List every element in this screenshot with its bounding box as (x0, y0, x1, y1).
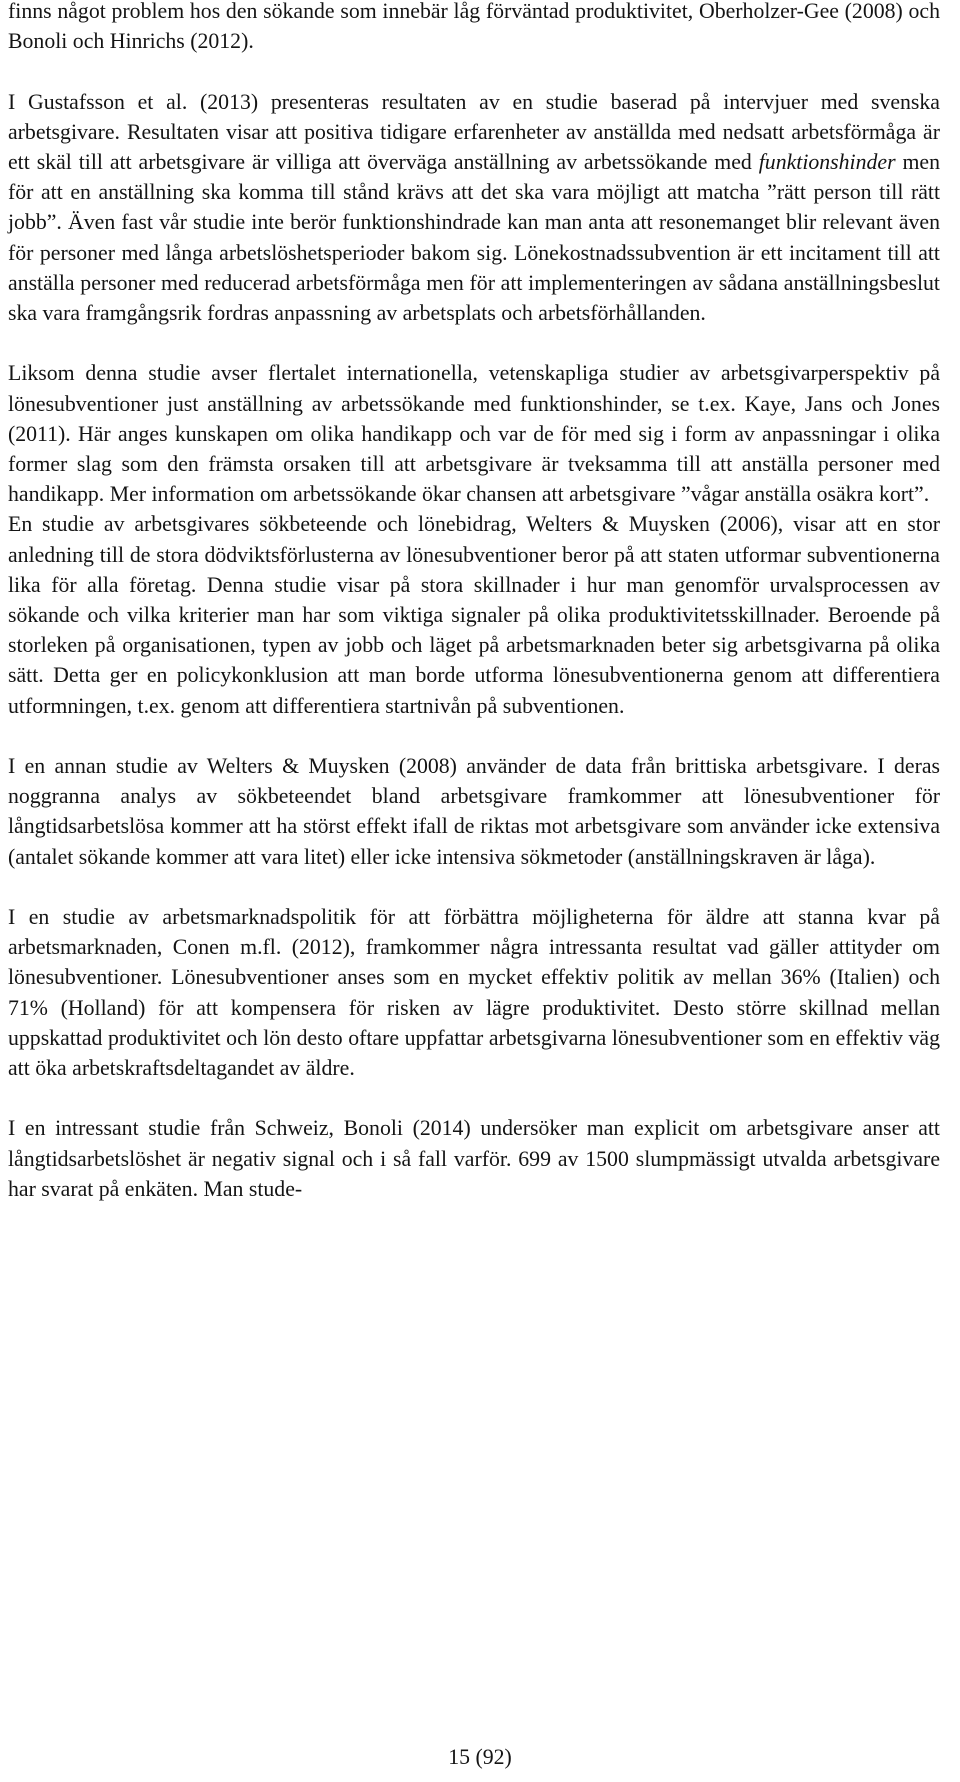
text-segment: finns något problem hos den sökande som innebär låg förväntad produktivitet, Oberholzer-Gee (2008) och Bonoli och Hinrichs (2012). (8, 0, 940, 54)
paragraph-gap (8, 328, 940, 358)
text-segment: I en studie av arbetsmarknadspolitik för att förbättra möjligheterna för äldre att stanna kvar på arbetsmarknaden, Conen m.fl. (2012), framkommer några intressanta resultat vad gäller attityder om lönesubventioner. Lönesubventioner anses som en mycket effektiv politik av mellan 36% (Italien) och 71% (Holland) för att kompensera för risken av lägre produktivitet. Desto större skillnad mellan uppskattad produktivitet och lön desto oftare uppfattar arbetsgivarna lönesubventioner som en effektiv väg att öka arbetskraftsdeltagandet av äldre. (8, 905, 940, 1081)
text-segment: En studie av arbetsgivares sökbeteende och lönebidrag, Welters & Muysken (2006), visar att en stor anledning till de stora dödviktsförlusterna av lönesubventioner beror på att staten utformar subventionerna lika för alla företag. Denna studie visar på stora skillnader i hur man genomför urvalsprocessen av sökande och vilka kriterier man har som viktiga signaler på olika produktivitetsskillnader. Beroende på storleken på organisationen, typen av jobb och läget på arbetsmarknaden beter sig arbetsgivarna på olika sätt. Detta ger en policykonklusion att man borde utforma lönesubventionerna genom att differentiera utformningen, t.ex. genom att differentiera startnivån på subventionen. (8, 512, 940, 718)
paragraph (8, 1113, 940, 1204)
page-number: 15 (92) (448, 1745, 512, 1769)
text-segment: I Gustafsson et al. (2013) presenteras resultaten av en studie baserad på intervjuer med svenska arbetsgivare. Resultaten visar att positiva tidigare erfarenheter av anställda med nedsatt arbetsförmåga är ett skäl till att arbetsgivare är villiga att överväga anställning av arbetssökande med (8, 89, 940, 174)
italic-term: funktionshinder (758, 150, 896, 174)
text-segment: men för att en anställning ska komma till stånd krävs att det ska vara möjligt att matcha ”rätt person till rätt jobb”. Även fast vår studie inte berör funktionshindrade kan man anta att resonemanget blir relevant även för personer med långa arbetslöshetsperioder bakom sig. Lönekostnadssubvention är ett incitament till att anställa personer med reducerad arbetsförmåga men för att implementeringen av sådana anställningsbeslut ska vara framgångsrik fordras anpassning av arbetsplats och arbetsförhållanden. (8, 150, 940, 326)
paragraph (8, 751, 940, 872)
text-segment: I en annan studie av Welters & Muysken (2008) använder de data från brittiska arbetsgivare. I deras noggranna analys av sökbeteendet bland arbetsgivare framkommer att lönesubventioner för långtidsarbetslösa kommer att ha störst effekt ifall de riktas mot arbetsgivare som använder icke extensiva (antalet sökande kommer att vara litet) eller icke intensiva sökmetoder (anställningskraven är låga). (8, 754, 940, 869)
paragraph (8, 87, 940, 329)
paragraph (8, 509, 940, 720)
text-segment: I en intressant studie från Schweiz, Bonoli (2014) undersöker man explicit om arbetsgivare anser att långtidsarbetslöshet är negativ signal och i så fall varför. 699 av 1500 slumpmässigt utvalda arbetsgivare har svarat på enkäten. Man stude- (8, 1116, 940, 1201)
paragraph (8, 358, 940, 509)
paragraph-gap (8, 721, 940, 751)
paragraph (8, 902, 940, 1083)
text-segment: Liksom denna studie avser flertalet internationella, vetenskapliga studier av arbetsgivarperspektiv på lönesubventioner just anställning av arbetssökande med funktionshinder, se t.ex. Kaye, Jans och Jones (2011). Här anges kunskapen om olika handikapp och var de för med sig i form av anpassningar i olika former slag som den främsta orsaken till att arbetsgivare är tveksamma till att anställa personer med handikapp. Mer information om arbetssökande ökar chansen att arbetsgivare ”vågar anställa osäkra kort”. (8, 361, 940, 507)
body-text (8, 0, 940, 1204)
paragraph (8, 0, 940, 56)
paragraph-gap (8, 1083, 940, 1113)
paragraph-gap (8, 56, 940, 86)
paragraph-gap (8, 872, 940, 902)
